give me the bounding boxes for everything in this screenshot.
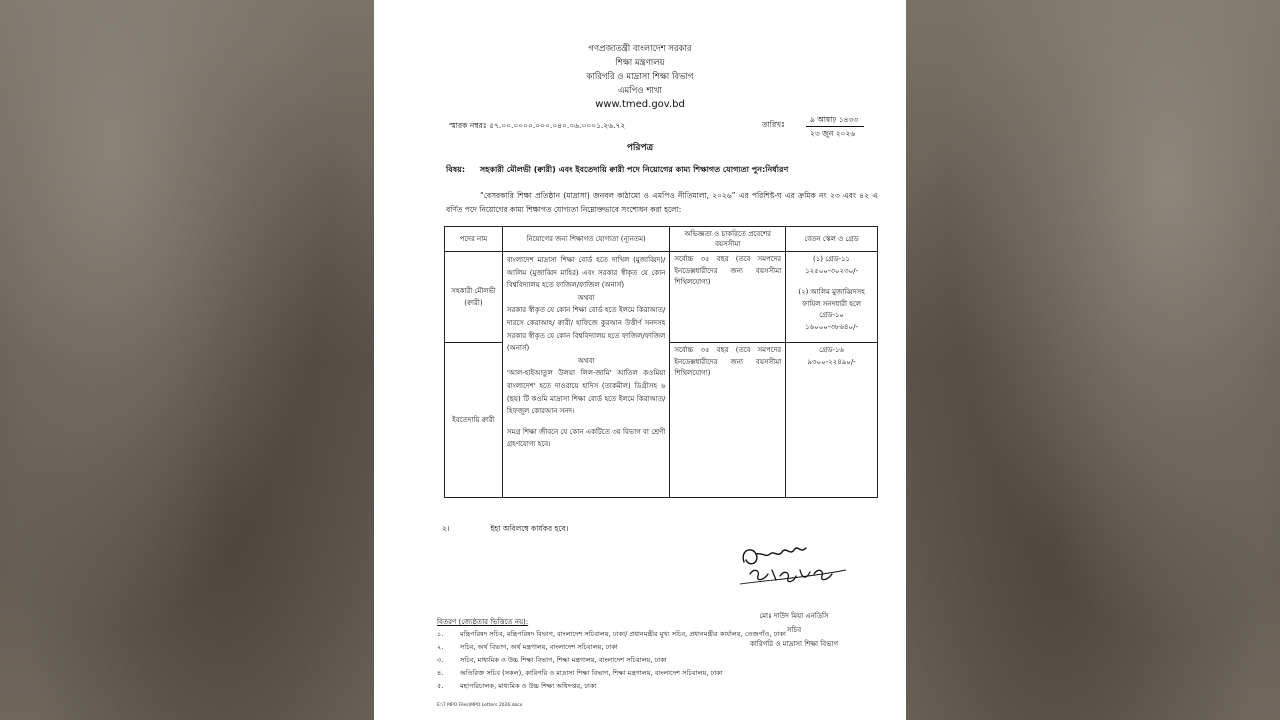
scale-2-amount: ৯৩০০-২২৪৯০/-: [807, 357, 856, 366]
header-experience-age: অভিজ্ঞতা ও চাকরিতে প্রবেশের বয়সসীমা: [670, 227, 786, 252]
header-line-division: কারিগরি ও মাদ্রাসা শিক্ষা বিভাগ: [586, 72, 694, 82]
scale-1-amount: ১২৫০০-৩০২৩০/-: [805, 266, 858, 275]
header-line-government: গণপ্রজাতন্ত্রী বাংলাদেশ সরকার: [588, 44, 692, 54]
distribution-list: [437, 628, 786, 693]
experience-cell-1: সর্বোচ্চ ৩৫ বছর (তবে সমপদের ইনডেক্সধারীদের জন্য বয়সসীমা শিথিলযোগ্য): [670, 252, 786, 343]
list-item: ২. সচিব, অর্থ বিভাগ, অর্থ মন্ত্রণালয়, বাংলাদেশ সচিবালয়, ঢাকা: [437, 643, 618, 651]
qualification-cell: [502, 252, 669, 498]
date-english: ২৩ জুন ২০২৬: [810, 129, 856, 138]
distribution-heading: বিতরণ (জ্যেষ্ঠতার ভিত্তিতে নয়):: [437, 618, 529, 626]
header-line-ministry: শিক্ষা মন্ত্রণালয়: [615, 58, 665, 68]
government-header: [374, 42, 906, 112]
scale-2-grade: গ্রেড-১৬: [819, 346, 844, 354]
item-2-number: ২।: [442, 524, 450, 533]
date-label: তারিখঃ: [762, 120, 785, 129]
signatory-designation: সচিব: [786, 626, 802, 634]
subject-line: [446, 164, 788, 177]
qualification-part-3: 'আল-হাইআতুল উলয়া লিল-জামি' আতিল কওমিয়া বাংলাদেশ' হতে দাওরায়ে হাদিস (তাকমীল) ডিগ্রীসহ ৬ (ছয়) টি কওমি মাদ্রাসা শিক্ষা বোর্ড হতে ইলমে কিরাআত/ হিফজুল কোরআন সনদ।: [506, 369, 666, 416]
list-item: ১. মন্ত্রিপরিষদ সচিব, মন্ত্রিপরিষদ বিভাগ, বাংলাদেশ সচিবালয়, ঢাকা/ প্রধানমন্ত্রীর মুখ্য সচিব, প্রধানমন্ত্রীর কার্যালয়, তেজগাঁও, ঢাকা: [437, 630, 786, 638]
list-item: ৪. অতিরিক্ত সচিব (সকল), কারিগরি ও মাদ্রাসা শিক্ষা বিভাগ, শিক্ষা মন্ত্রণালয়, বাংলাদেশ সচিবালয়, ঢাকা: [437, 669, 723, 677]
qualification-or-2: অথবা: [577, 356, 595, 365]
list-item: ৫. মহাপরিচালক, মাধ্যমিক ও উচ্চ শিক্ষা অধিদপ্তর, ঢাকা: [437, 682, 597, 690]
header-pay-scale: বেতন স্কেল ও গ্রেড: [786, 227, 878, 252]
footer-file-path: E:\7 MPO Files\MPO Letters 2026.docx: [437, 703, 523, 708]
qualification-note: সমগ্র শিক্ষা জীবনে যে কোন একটিতে ৩য় বিভাগ বা শ্রেণী গ্রহণযোগ্য হবে।: [506, 427, 666, 449]
post-assistant-moulvi: সহকারী মৌলভী (ক্বারী): [445, 252, 503, 343]
qualification-or-1: অথবা: [577, 293, 595, 302]
item-2-text: ইহা অবিলম্বে কার্যকর হবে।: [490, 524, 569, 533]
signatory-office: কারিগরি ও মাদ্রাসা শিক্ষা বিভাগ: [749, 640, 839, 648]
qualification-part-2: সরকার স্বীকৃত যে কোন শিক্ষা বোর্ড হতে ইলমে কিরাআত/ দারসে কেরাআহ/ ক্বারী/ হাফিজে কুরআন উত্তীর্ণ সনদসহ সরকার স্বীকৃত যে কোন বিশ্ববিদ্যালয় হতে ফাজিল/ফাজিল (অনার্স): [506, 306, 666, 353]
qualification-part-1: বাংলাদেশ মাদ্রাসা শিক্ষা বোর্ড হতে দাখিল (মুজাব্বিদ)/আলিম (মুজাব্বিদ মাহির) এবং সরকার স্বীকৃত যে কোন বিশ্ববিদ্যালয় হতে ফাজিল/ফাজিল (অনার্স): [506, 256, 666, 290]
table-row: [445, 252, 878, 343]
subject-text: সহকারী মৌলভী (ক্বারী) এবং ইবতেদায়ি ক্বারী পদে নিয়োগের কাম্য শিক্ষাগত যোগ্যতা পুন:নির্ধারণ: [479, 165, 789, 174]
post-ebtedayee-qari: ইবতেদায়ি ক্বারী: [445, 343, 503, 498]
experience-cell-2: সর্বোচ্চ ৩৫ বছর (তবে সমপদের ইনডেক্সধারীদের জন্য বয়সসীমা শিথিলযোগ্য): [670, 343, 786, 498]
date-bangla: ৯ আষাঢ় ১৪৩৩: [810, 115, 859, 124]
subject-label: বিষয়:: [446, 165, 466, 174]
scale-1-alt-grade: (২) আলিম মুজাব্বিদসহ ফাযিল সনদধারী হলে গ্রেড-১০: [798, 288, 865, 319]
header-website: www.tmed.gov.bd: [595, 99, 685, 110]
date-divider: [806, 126, 864, 127]
blurred-background-left: [0, 0, 374, 720]
qualification-table: [444, 226, 878, 498]
document-title: পরিপত্র: [626, 143, 654, 153]
signatory-name: মোঃ দাউদ মিয়া এনডিসি: [759, 612, 829, 620]
header-line-branch: এমপিও শাখা: [618, 86, 662, 96]
table-header-row: [445, 227, 878, 252]
item-2: [442, 524, 568, 536]
handwritten-signature-icon: [736, 540, 856, 598]
pay-scale-cell-1: [786, 252, 878, 343]
header-qualification: নিয়োগের জন্য শিক্ষাগত যোগ্যতা (ন্যূনতম): [502, 227, 669, 252]
pay-scale-cell-2: [786, 343, 878, 498]
blurred-background-right: [906, 0, 1280, 720]
circular-document: [374, 0, 906, 720]
scale-1-alt-amount: ১৬০০০-৩৮৬৪০/-: [805, 322, 858, 331]
paragraph-1: “বেসরকারি শিক্ষা প্রতিষ্ঠান (মাদ্রাসা) জনবল কাঠামো ও এমপিও নীতিমালা, ২০২৬” এর পরিশিষ্ট-ঘ এর ক্রমিক নং ২৩ এবং ৪২ এ বর্ণিত পদে নিয়োগের কাম্য শিক্ষাগত যোগ্যতা নিম্নোক্তভাবে সংশোধন করা হলো:: [446, 191, 878, 214]
memo-number: স্মারক নম্বরঃ ৫৭.০০.০০০০.০০০.০৪০.০৬.০০০১.২৬.৭২: [449, 121, 626, 130]
header-post-name: পদের নাম: [445, 227, 503, 252]
list-item: ৩. সচিব, মাধ্যমিক ও উচ্চ শিক্ষা বিভাগ, শিক্ষা মন্ত্রণালয়, বাংলাদেশ সচিবালয়, ঢাকা: [437, 656, 667, 664]
scale-1-grade: (১) গ্রেড-১১: [813, 255, 851, 263]
